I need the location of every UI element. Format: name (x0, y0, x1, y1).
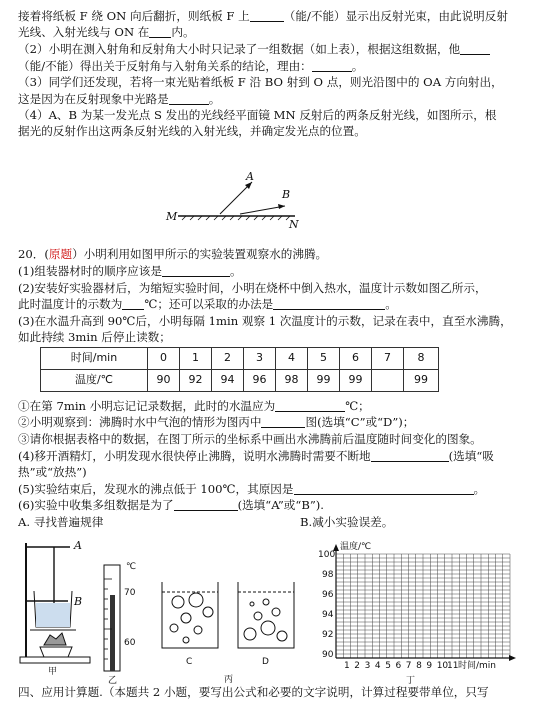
label-ding: 丁 (406, 676, 416, 686)
text-line: 接着将纸板 F 绕 ON 向后翻折，则纸板 F 上 （能/不能）显示出反射光束，由此说明反射 (18, 9, 508, 23)
answer-blank[interactable] (169, 92, 209, 105)
table-cell: 1 (180, 348, 212, 370)
figure-temperature-graph (310, 536, 546, 686)
table-header-time: 时间/min (41, 348, 148, 370)
text-line: (6)实验中收集多组数据是为了 (选填“A”或“B”). (18, 498, 324, 512)
table-cell: 90 (148, 370, 180, 392)
table-cell: 7 (372, 348, 404, 370)
text-line: （能/不能）得出关于反射角与入射角关系的结论，理由： 。 (18, 59, 364, 73)
table-cell: 5 (308, 348, 340, 370)
x-tick: 9 (426, 661, 433, 671)
graph-ylabel: 温度/℃ (340, 542, 372, 552)
answer-blank[interactable] (162, 264, 230, 277)
table-cell: 94 (212, 370, 244, 392)
x-tick: 6 (395, 661, 402, 671)
x-tick: 3 (364, 661, 371, 671)
mirror-figure (160, 168, 310, 230)
section-4-heading: 四、应用计算题.（本题共 2 小题，要写出公式和必要的文字说明，计算过程要带单位，只写 (18, 685, 489, 699)
answer-blank[interactable] (261, 415, 305, 428)
y-tick: 94 (322, 610, 334, 620)
answer-blank[interactable] (273, 297, 385, 310)
text-line: （4）A、B 为某一发光点 S 发出的光线经平面镜 MN 反射后的两条反射光线，如图所示，根 (18, 108, 497, 122)
table-cell-missing[interactable] (372, 370, 404, 392)
figure-apparatus (14, 535, 94, 675)
table-cell: 4 (276, 348, 308, 370)
figure-beakers (158, 578, 303, 686)
table-cell: 99 (404, 370, 439, 392)
label-bing: 丙 (224, 675, 234, 685)
text-line: (5)实验结束后，发现水的沸点低于 100℃，其原因是 。 (18, 482, 486, 496)
answer-blank[interactable] (294, 482, 474, 495)
label-n: N (289, 218, 299, 230)
label-b: B (74, 595, 83, 608)
text-line: 如此持续 3min 后停止读数； (18, 330, 171, 344)
text-line: (4)移开酒精灯，小明发现水很快停止沸腾，说明水沸腾时需要不断地 (选填“吸 (18, 449, 494, 463)
table-cell: 8 (404, 348, 439, 370)
answer-blank[interactable] (149, 25, 171, 38)
text-line (300, 514, 537, 531)
text-line: 光线、入射光线与 ON 在 内。 (18, 25, 195, 39)
label-a: A (74, 539, 82, 552)
text-line: 此时温度计的示数为 ℃；还可以采取的办法是 。 (18, 297, 397, 311)
text-line: ①在第 7min 小明忘记记录数据，此时的水温应为 ℃； (18, 399, 370, 413)
text-line: ③请你根据表格中的数据，在图丁所示的坐标系中画出水沸腾前后温度随时间变化的图象。 (18, 432, 482, 446)
answer-blank[interactable] (371, 449, 449, 462)
x-tick: 11 (447, 661, 459, 671)
option-b: B.减小实验误差。 (300, 515, 394, 529)
x-ticks (344, 661, 458, 671)
thermo-tick: 60 (124, 638, 136, 648)
text-line: (2)安装好实验器材后，为缩短实验时间，小明在烧杯中倒入热水，温度计示数如图乙所示， (18, 281, 487, 295)
label-yi: 乙 (108, 676, 118, 685)
label-m: M (166, 210, 178, 223)
figure-thermometer (96, 555, 146, 685)
table-cell: 96 (244, 370, 276, 392)
ray-b (240, 206, 285, 214)
answer-blank[interactable] (312, 59, 352, 72)
table-cell: 6 (340, 348, 372, 370)
option-a: A. 寻找普遍规律 (18, 515, 104, 529)
x-tick: 8 (416, 661, 422, 671)
answer-blank[interactable] (275, 399, 345, 412)
label-a: A (246, 170, 254, 183)
graph-grid (336, 554, 510, 658)
tag-original: 原题 (48, 247, 73, 261)
answer-blank[interactable] (174, 498, 238, 511)
answer-blank[interactable] (250, 9, 284, 22)
x-tick: 4 (374, 661, 381, 671)
answer-blank[interactable] (122, 297, 144, 310)
table-cell: 98 (276, 370, 308, 392)
label-d: D (262, 657, 269, 667)
thermo-tick: 70 (124, 588, 136, 598)
x-tick: 1 (344, 661, 350, 671)
y-tick: 96 (322, 590, 334, 600)
x-tick: 7 (405, 661, 412, 671)
y-tick: 92 (322, 630, 334, 640)
answer-blank[interactable] (460, 42, 490, 55)
graph-xlabel: 时间/min (458, 661, 497, 671)
text-line: （3）同学们还发现，若将一束光贴着纸板 F 沿 BO 射到 O 点，则光沿图中的 OA 方向射出， (18, 75, 503, 89)
table-cell: 99 (340, 370, 372, 392)
label-b: B (282, 188, 291, 201)
table-row-temp (41, 370, 439, 392)
text-line: (1)组装器材时的顺序应该是 。 (18, 264, 242, 278)
table-cell: 2 (212, 348, 244, 370)
label-jia: 甲 (48, 667, 58, 675)
text-line: 这是因为在反射现象中光路是 。 (18, 92, 221, 106)
table-cell: 3 (244, 348, 276, 370)
y-tick: 98 (322, 570, 334, 580)
text-line: 热”或“放热”) (18, 465, 87, 479)
x-tick: 2 (354, 661, 361, 671)
table-row-time (41, 348, 439, 370)
question-20-title: 20．(原题）小明利用如图甲所示的实验装置观察水的沸腾。 (18, 247, 328, 261)
x-tick: 10 (436, 661, 449, 671)
text-line: (3)在水温升高到 90℃后，小明每隔 1min 观察 1 次温度计的示数，记录在表中，直至水沸腾， (18, 314, 512, 328)
y-tick: 100 (318, 550, 336, 560)
table-cell: 0 (148, 348, 180, 370)
table-header-temp: 温度/℃ (41, 370, 148, 392)
temperature-table (40, 347, 439, 392)
x-tick: 5 (385, 661, 391, 671)
text-line: ②小明观察到：沸腾时水中气泡的情形为图丙中 图(选填“C”或“D”)； (18, 415, 415, 429)
label-c: C (186, 657, 193, 667)
text-line: （2）小明在测入射角和反射角大小时只记录了一组数据（如上表），根据这组数据，他 (18, 41, 537, 58)
table-cell: 92 (180, 370, 212, 392)
text-line: 据光的反射作出这两条反射光线的入射光线，并确定发光点的位置。 (18, 124, 366, 138)
y-tick: 90 (322, 650, 334, 660)
table-cell: 99 (308, 370, 340, 392)
thermo-unit: ℃ (126, 562, 137, 572)
